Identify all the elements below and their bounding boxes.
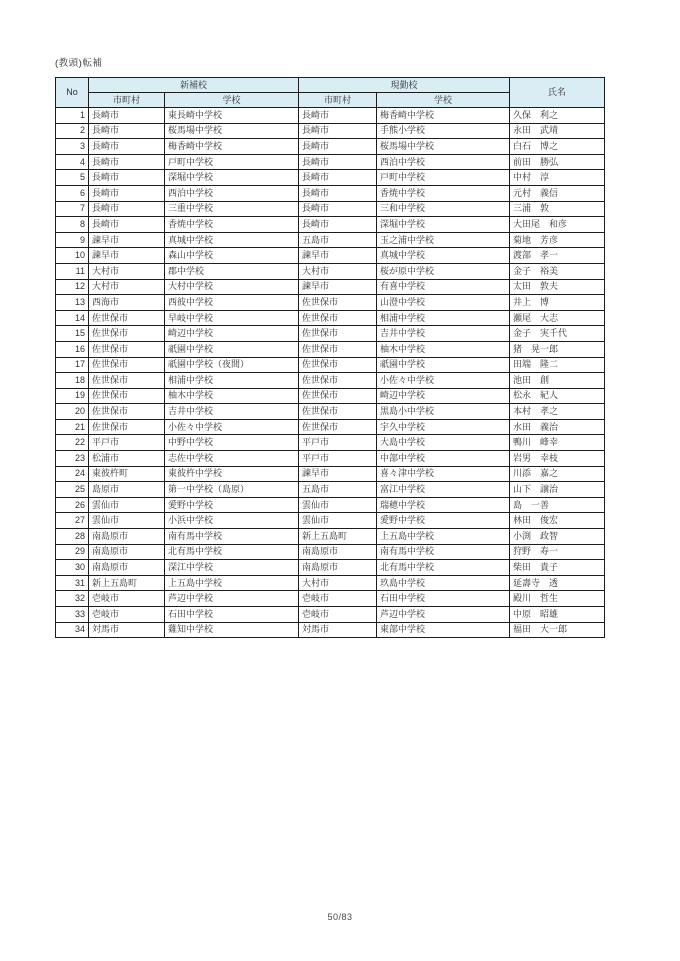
cell-new-municipality: 対馬市 <box>89 622 165 638</box>
cell-no: 27 <box>56 513 89 529</box>
cell-new-municipality: 島原市 <box>89 482 165 498</box>
cell-new-municipality: 長崎市 <box>89 170 165 186</box>
cell-new-school: 愛野中学校 <box>165 497 299 513</box>
cell-new-school: 北有馬中学校 <box>165 544 299 560</box>
cell-name: 狩野 寿一 <box>510 544 605 560</box>
cell-current-municipality: 長崎市 <box>299 170 377 186</box>
cell-current-municipality: 五島市 <box>299 232 377 248</box>
cell-current-school: 玉之浦中学校 <box>377 232 510 248</box>
cell-new-school: 柚木中学校 <box>165 388 299 404</box>
table-row <box>56 529 605 545</box>
table-row <box>56 248 605 264</box>
cell-new-school: 深江中学校 <box>165 560 299 576</box>
cell-no: 3 <box>56 139 89 155</box>
cell-current-school: 東部中学校 <box>377 622 510 638</box>
cell-current-school: 上五島中学校 <box>377 529 510 545</box>
cell-new-municipality: 壱岐市 <box>89 607 165 623</box>
cell-current-school: 喜々津中学校 <box>377 466 510 482</box>
col-header-current-school-group: 現勤校 <box>299 78 510 93</box>
table-row <box>56 466 605 482</box>
transfer-table <box>55 77 605 638</box>
cell-current-school: 大島中学校 <box>377 435 510 451</box>
cell-new-municipality: 新上五島町 <box>89 575 165 591</box>
cell-new-school: 戸町中学校 <box>165 154 299 170</box>
table-row <box>56 295 605 311</box>
cell-new-municipality: 大村市 <box>89 263 165 279</box>
cell-new-municipality: 西海市 <box>89 295 165 311</box>
table-row <box>56 622 605 638</box>
cell-current-municipality: 長崎市 <box>299 123 377 139</box>
cell-current-school: 手熊小学校 <box>377 123 510 139</box>
cell-new-school: 吉井中学校 <box>165 404 299 420</box>
cell-no: 21 <box>56 419 89 435</box>
cell-current-municipality: 諫早市 <box>299 248 377 264</box>
cell-no: 33 <box>56 607 89 623</box>
cell-current-municipality: 壱岐市 <box>299 591 377 607</box>
cell-no: 12 <box>56 279 89 295</box>
table-row <box>56 108 605 124</box>
cell-no: 18 <box>56 373 89 389</box>
cell-new-municipality: 長崎市 <box>89 139 165 155</box>
cell-current-school: 吉井中学校 <box>377 326 510 342</box>
cell-new-school: 東彼杵中学校 <box>165 466 299 482</box>
cell-no: 34 <box>56 622 89 638</box>
cell-new-school: 小佐々中学校 <box>165 419 299 435</box>
cell-current-school: 芦辺中学校 <box>377 607 510 623</box>
table-header <box>56 78 605 108</box>
cell-new-municipality: 南島原市 <box>89 544 165 560</box>
table-row <box>56 482 605 498</box>
cell-current-municipality: 平戸市 <box>299 451 377 467</box>
cell-new-municipality: 長崎市 <box>89 201 165 217</box>
cell-new-municipality: 佐世保市 <box>89 373 165 389</box>
table-row <box>56 560 605 576</box>
cell-no: 32 <box>56 591 89 607</box>
table-row <box>56 279 605 295</box>
cell-new-municipality: 長崎市 <box>89 185 165 201</box>
cell-no: 15 <box>56 326 89 342</box>
cell-name: 金子 裕美 <box>510 263 605 279</box>
cell-name: 林田 俊宏 <box>510 513 605 529</box>
cell-current-school: 真城中学校 <box>377 248 510 264</box>
cell-name: 田端 隆二 <box>510 357 605 373</box>
cell-current-municipality: 佐世保市 <box>299 357 377 373</box>
table-row <box>56 388 605 404</box>
cell-no: 10 <box>56 248 89 264</box>
cell-no: 1 <box>56 108 89 124</box>
table-row <box>56 185 605 201</box>
table-row <box>56 201 605 217</box>
cell-current-school: 黒島小中学校 <box>377 404 510 420</box>
col-header-name: 氏名 <box>510 78 605 108</box>
table-body <box>56 108 605 638</box>
cell-new-school: 早岐中学校 <box>165 310 299 326</box>
cell-new-school: 芦辺中学校 <box>165 591 299 607</box>
cell-current-school: 宇久中学校 <box>377 419 510 435</box>
cell-new-school: 祇園中学校（夜間） <box>165 357 299 373</box>
cell-name: 川添 嘉之 <box>510 466 605 482</box>
table-row <box>56 404 605 420</box>
cell-new-municipality: 長崎市 <box>89 108 165 124</box>
cell-name: 本村 孝之 <box>510 404 605 420</box>
table-row <box>56 357 605 373</box>
cell-current-municipality: 長崎市 <box>299 139 377 155</box>
cell-current-school: 小佐々中学校 <box>377 373 510 389</box>
cell-current-municipality: 雲仙市 <box>299 513 377 529</box>
cell-current-municipality: 大村市 <box>299 575 377 591</box>
table-row <box>56 263 605 279</box>
cell-new-school: 森山中学校 <box>165 248 299 264</box>
table-row <box>56 373 605 389</box>
cell-current-municipality: 佐世保市 <box>299 295 377 311</box>
cell-name: 白石 博之 <box>510 139 605 155</box>
table-row <box>56 497 605 513</box>
cell-current-municipality: 壱岐市 <box>299 607 377 623</box>
cell-no: 6 <box>56 185 89 201</box>
cell-new-municipality: 長崎市 <box>89 217 165 233</box>
cell-new-school: 上五島中学校 <box>165 575 299 591</box>
cell-current-municipality: 諫早市 <box>299 279 377 295</box>
cell-current-municipality: 雲仙市 <box>299 497 377 513</box>
table-row <box>56 341 605 357</box>
cell-new-school: 崎辺中学校 <box>165 326 299 342</box>
cell-name: 太田 敦夫 <box>510 279 605 295</box>
table-row <box>56 326 605 342</box>
cell-no: 13 <box>56 295 89 311</box>
col-header-new-school-group: 新補校 <box>89 78 299 93</box>
table-row <box>56 154 605 170</box>
cell-new-school: 郡中学校 <box>165 263 299 279</box>
cell-no: 7 <box>56 201 89 217</box>
cell-no: 16 <box>56 341 89 357</box>
cell-no: 31 <box>56 575 89 591</box>
cell-new-school: 桜馬場中学校 <box>165 123 299 139</box>
cell-no: 14 <box>56 310 89 326</box>
cell-new-school: 南有馬中学校 <box>165 529 299 545</box>
cell-current-municipality: 佐世保市 <box>299 341 377 357</box>
cell-current-school: 北有馬中学校 <box>377 560 510 576</box>
cell-new-municipality: 諫早市 <box>89 232 165 248</box>
table-row <box>56 451 605 467</box>
cell-no: 2 <box>56 123 89 139</box>
cell-name: 渡部 孝一 <box>510 248 605 264</box>
table-row <box>56 310 605 326</box>
cell-current-municipality: 長崎市 <box>299 201 377 217</box>
cell-no: 5 <box>56 170 89 186</box>
cell-name: 殿川 哲生 <box>510 591 605 607</box>
cell-new-school: 大村中学校 <box>165 279 299 295</box>
cell-current-school: 相浦中学校 <box>377 310 510 326</box>
cell-name: 島 一善 <box>510 497 605 513</box>
cell-new-municipality: 佐世保市 <box>89 404 165 420</box>
cell-new-school: 祇園中学校 <box>165 341 299 357</box>
cell-new-school: 真城中学校 <box>165 232 299 248</box>
cell-current-school: 香焼中学校 <box>377 185 510 201</box>
cell-no: 19 <box>56 388 89 404</box>
cell-current-school: 崎辺中学校 <box>377 388 510 404</box>
cell-no: 24 <box>56 466 89 482</box>
cell-current-municipality: 五島市 <box>299 482 377 498</box>
table-row <box>56 575 605 591</box>
cell-name: 久保 利之 <box>510 108 605 124</box>
cell-new-municipality: 雲仙市 <box>89 497 165 513</box>
cell-new-municipality: 南島原市 <box>89 529 165 545</box>
cell-name: 柴田 貴子 <box>510 560 605 576</box>
cell-new-school: 小浜中学校 <box>165 513 299 529</box>
col-header-no: No <box>56 78 89 108</box>
cell-name: 井上 博 <box>510 295 605 311</box>
header-row-groups <box>56 78 605 93</box>
cell-current-municipality: 南島原市 <box>299 544 377 560</box>
col-header-current-school: 学校 <box>377 93 510 108</box>
cell-new-municipality: 東彼杵町 <box>89 466 165 482</box>
cell-no: 17 <box>56 357 89 373</box>
cell-new-school: 石田中学校 <box>165 607 299 623</box>
cell-new-school: 香焼中学校 <box>165 217 299 233</box>
cell-current-school: 瑞穂中学校 <box>377 497 510 513</box>
table-row <box>56 591 605 607</box>
cell-name: 猪 晃一郎 <box>510 341 605 357</box>
cell-no: 20 <box>56 404 89 420</box>
cell-new-school: 雞知中学校 <box>165 622 299 638</box>
col-header-new-municipality: 市町村 <box>89 93 165 108</box>
cell-new-school: 東長崎中学校 <box>165 108 299 124</box>
table-row <box>56 607 605 623</box>
table-row <box>56 123 605 139</box>
cell-current-school: 深堀中学校 <box>377 217 510 233</box>
cell-no: 4 <box>56 154 89 170</box>
cell-name: 小渕 政智 <box>510 529 605 545</box>
table-row <box>56 217 605 233</box>
cell-new-municipality: 雲仙市 <box>89 513 165 529</box>
col-header-new-school: 学校 <box>165 93 299 108</box>
cell-new-school: 三重中学校 <box>165 201 299 217</box>
cell-current-municipality: 南島原市 <box>299 560 377 576</box>
cell-current-municipality: 長崎市 <box>299 108 377 124</box>
cell-name: 池田 創 <box>510 373 605 389</box>
page-number: 50/83 <box>327 912 353 922</box>
cell-current-school: 山澄中学校 <box>377 295 510 311</box>
cell-current-school: 愛野中学校 <box>377 513 510 529</box>
cell-current-municipality: 佐世保市 <box>299 419 377 435</box>
cell-name: 三浦 敦 <box>510 201 605 217</box>
cell-name: 水田 義治 <box>510 419 605 435</box>
cell-current-municipality: 佐世保市 <box>299 326 377 342</box>
cell-new-municipality: 諫早市 <box>89 248 165 264</box>
cell-name: 松永 紀人 <box>510 388 605 404</box>
cell-no: 9 <box>56 232 89 248</box>
cell-current-school: 戸町中学校 <box>377 170 510 186</box>
cell-current-school: 有喜中学校 <box>377 279 510 295</box>
table-row <box>56 544 605 560</box>
cell-no: 29 <box>56 544 89 560</box>
cell-current-school: 中部中学校 <box>377 451 510 467</box>
cell-current-municipality: 平戸市 <box>299 435 377 451</box>
cell-new-school: 志佐中学校 <box>165 451 299 467</box>
cell-no: 30 <box>56 560 89 576</box>
cell-new-municipality: 佐世保市 <box>89 357 165 373</box>
cell-current-municipality: 大村市 <box>299 263 377 279</box>
cell-current-school: 柚木中学校 <box>377 341 510 357</box>
cell-no: 11 <box>56 263 89 279</box>
cell-no: 26 <box>56 497 89 513</box>
cell-name: 中原 昭雄 <box>510 607 605 623</box>
cell-new-municipality: 長崎市 <box>89 154 165 170</box>
cell-name: 山下 譲治 <box>510 482 605 498</box>
cell-current-municipality: 長崎市 <box>299 154 377 170</box>
cell-new-school: 相浦中学校 <box>165 373 299 389</box>
cell-name: 元村 義信 <box>510 185 605 201</box>
cell-current-municipality: 長崎市 <box>299 217 377 233</box>
cell-new-municipality: 佐世保市 <box>89 388 165 404</box>
cell-no: 25 <box>56 482 89 498</box>
cell-current-municipality: 対馬市 <box>299 622 377 638</box>
table-row <box>56 419 605 435</box>
cell-current-municipality: 佐世保市 <box>299 404 377 420</box>
cell-current-municipality: 諫早市 <box>299 466 377 482</box>
cell-current-municipality: 佐世保市 <box>299 310 377 326</box>
col-header-current-municipality: 市町村 <box>299 93 377 108</box>
table-row <box>56 139 605 155</box>
cell-no: 23 <box>56 451 89 467</box>
cell-current-school: 西泊中学校 <box>377 154 510 170</box>
cell-current-school: 三和中学校 <box>377 201 510 217</box>
table-row <box>56 513 605 529</box>
cell-new-municipality: 長崎市 <box>89 123 165 139</box>
cell-new-school: 西泊中学校 <box>165 185 299 201</box>
cell-name: 岩男 幸枝 <box>510 451 605 467</box>
cell-current-school: 富江中学校 <box>377 482 510 498</box>
cell-current-school: 梅香崎中学校 <box>377 108 510 124</box>
cell-name: 中村 淳 <box>510 170 605 186</box>
cell-current-school: 南有馬中学校 <box>377 544 510 560</box>
cell-current-school: 玖島中学校 <box>377 575 510 591</box>
cell-current-municipality: 新上五島町 <box>299 529 377 545</box>
cell-current-school: 桜馬場中学校 <box>377 139 510 155</box>
cell-current-school: 祇園中学校 <box>377 357 510 373</box>
cell-no: 8 <box>56 217 89 233</box>
cell-new-school: 西彼中学校 <box>165 295 299 311</box>
cell-name: 永田 武靖 <box>510 123 605 139</box>
cell-name: 瀬尾 大志 <box>510 310 605 326</box>
cell-name: 前田 勝弘 <box>510 154 605 170</box>
cell-new-school: 梅香崎中学校 <box>165 139 299 155</box>
cell-name: 金子 実千代 <box>510 326 605 342</box>
cell-new-municipality: 大村市 <box>89 279 165 295</box>
cell-new-school: 中野中学校 <box>165 435 299 451</box>
cell-new-school: 第一中学校（島原） <box>165 482 299 498</box>
cell-new-school: 深堀中学校 <box>165 170 299 186</box>
cell-current-municipality: 長崎市 <box>299 185 377 201</box>
cell-new-municipality: 平戸市 <box>89 435 165 451</box>
cell-no: 22 <box>56 435 89 451</box>
cell-current-municipality: 佐世保市 <box>299 373 377 389</box>
page-title: (教頭)転補 <box>55 58 103 69</box>
cell-new-municipality: 壱岐市 <box>89 591 165 607</box>
cell-name: 延壽寺 透 <box>510 575 605 591</box>
cell-name: 大田尾 和彦 <box>510 217 605 233</box>
cell-name: 鴨川 峰幸 <box>510 435 605 451</box>
cell-new-municipality: 佐世保市 <box>89 419 165 435</box>
cell-new-municipality: 佐世保市 <box>89 310 165 326</box>
cell-new-municipality: 松浦市 <box>89 451 165 467</box>
cell-new-municipality: 南島原市 <box>89 560 165 576</box>
cell-name: 菊地 芳彦 <box>510 232 605 248</box>
table-row <box>56 170 605 186</box>
cell-no: 28 <box>56 529 89 545</box>
table-row <box>56 435 605 451</box>
cell-name: 福田 大一郎 <box>510 622 605 638</box>
cell-current-municipality: 佐世保市 <box>299 388 377 404</box>
cell-current-school: 桜が原中学校 <box>377 263 510 279</box>
cell-new-municipality: 佐世保市 <box>89 341 165 357</box>
cell-new-municipality: 佐世保市 <box>89 326 165 342</box>
cell-current-school: 石田中学校 <box>377 591 510 607</box>
table-row <box>56 232 605 248</box>
